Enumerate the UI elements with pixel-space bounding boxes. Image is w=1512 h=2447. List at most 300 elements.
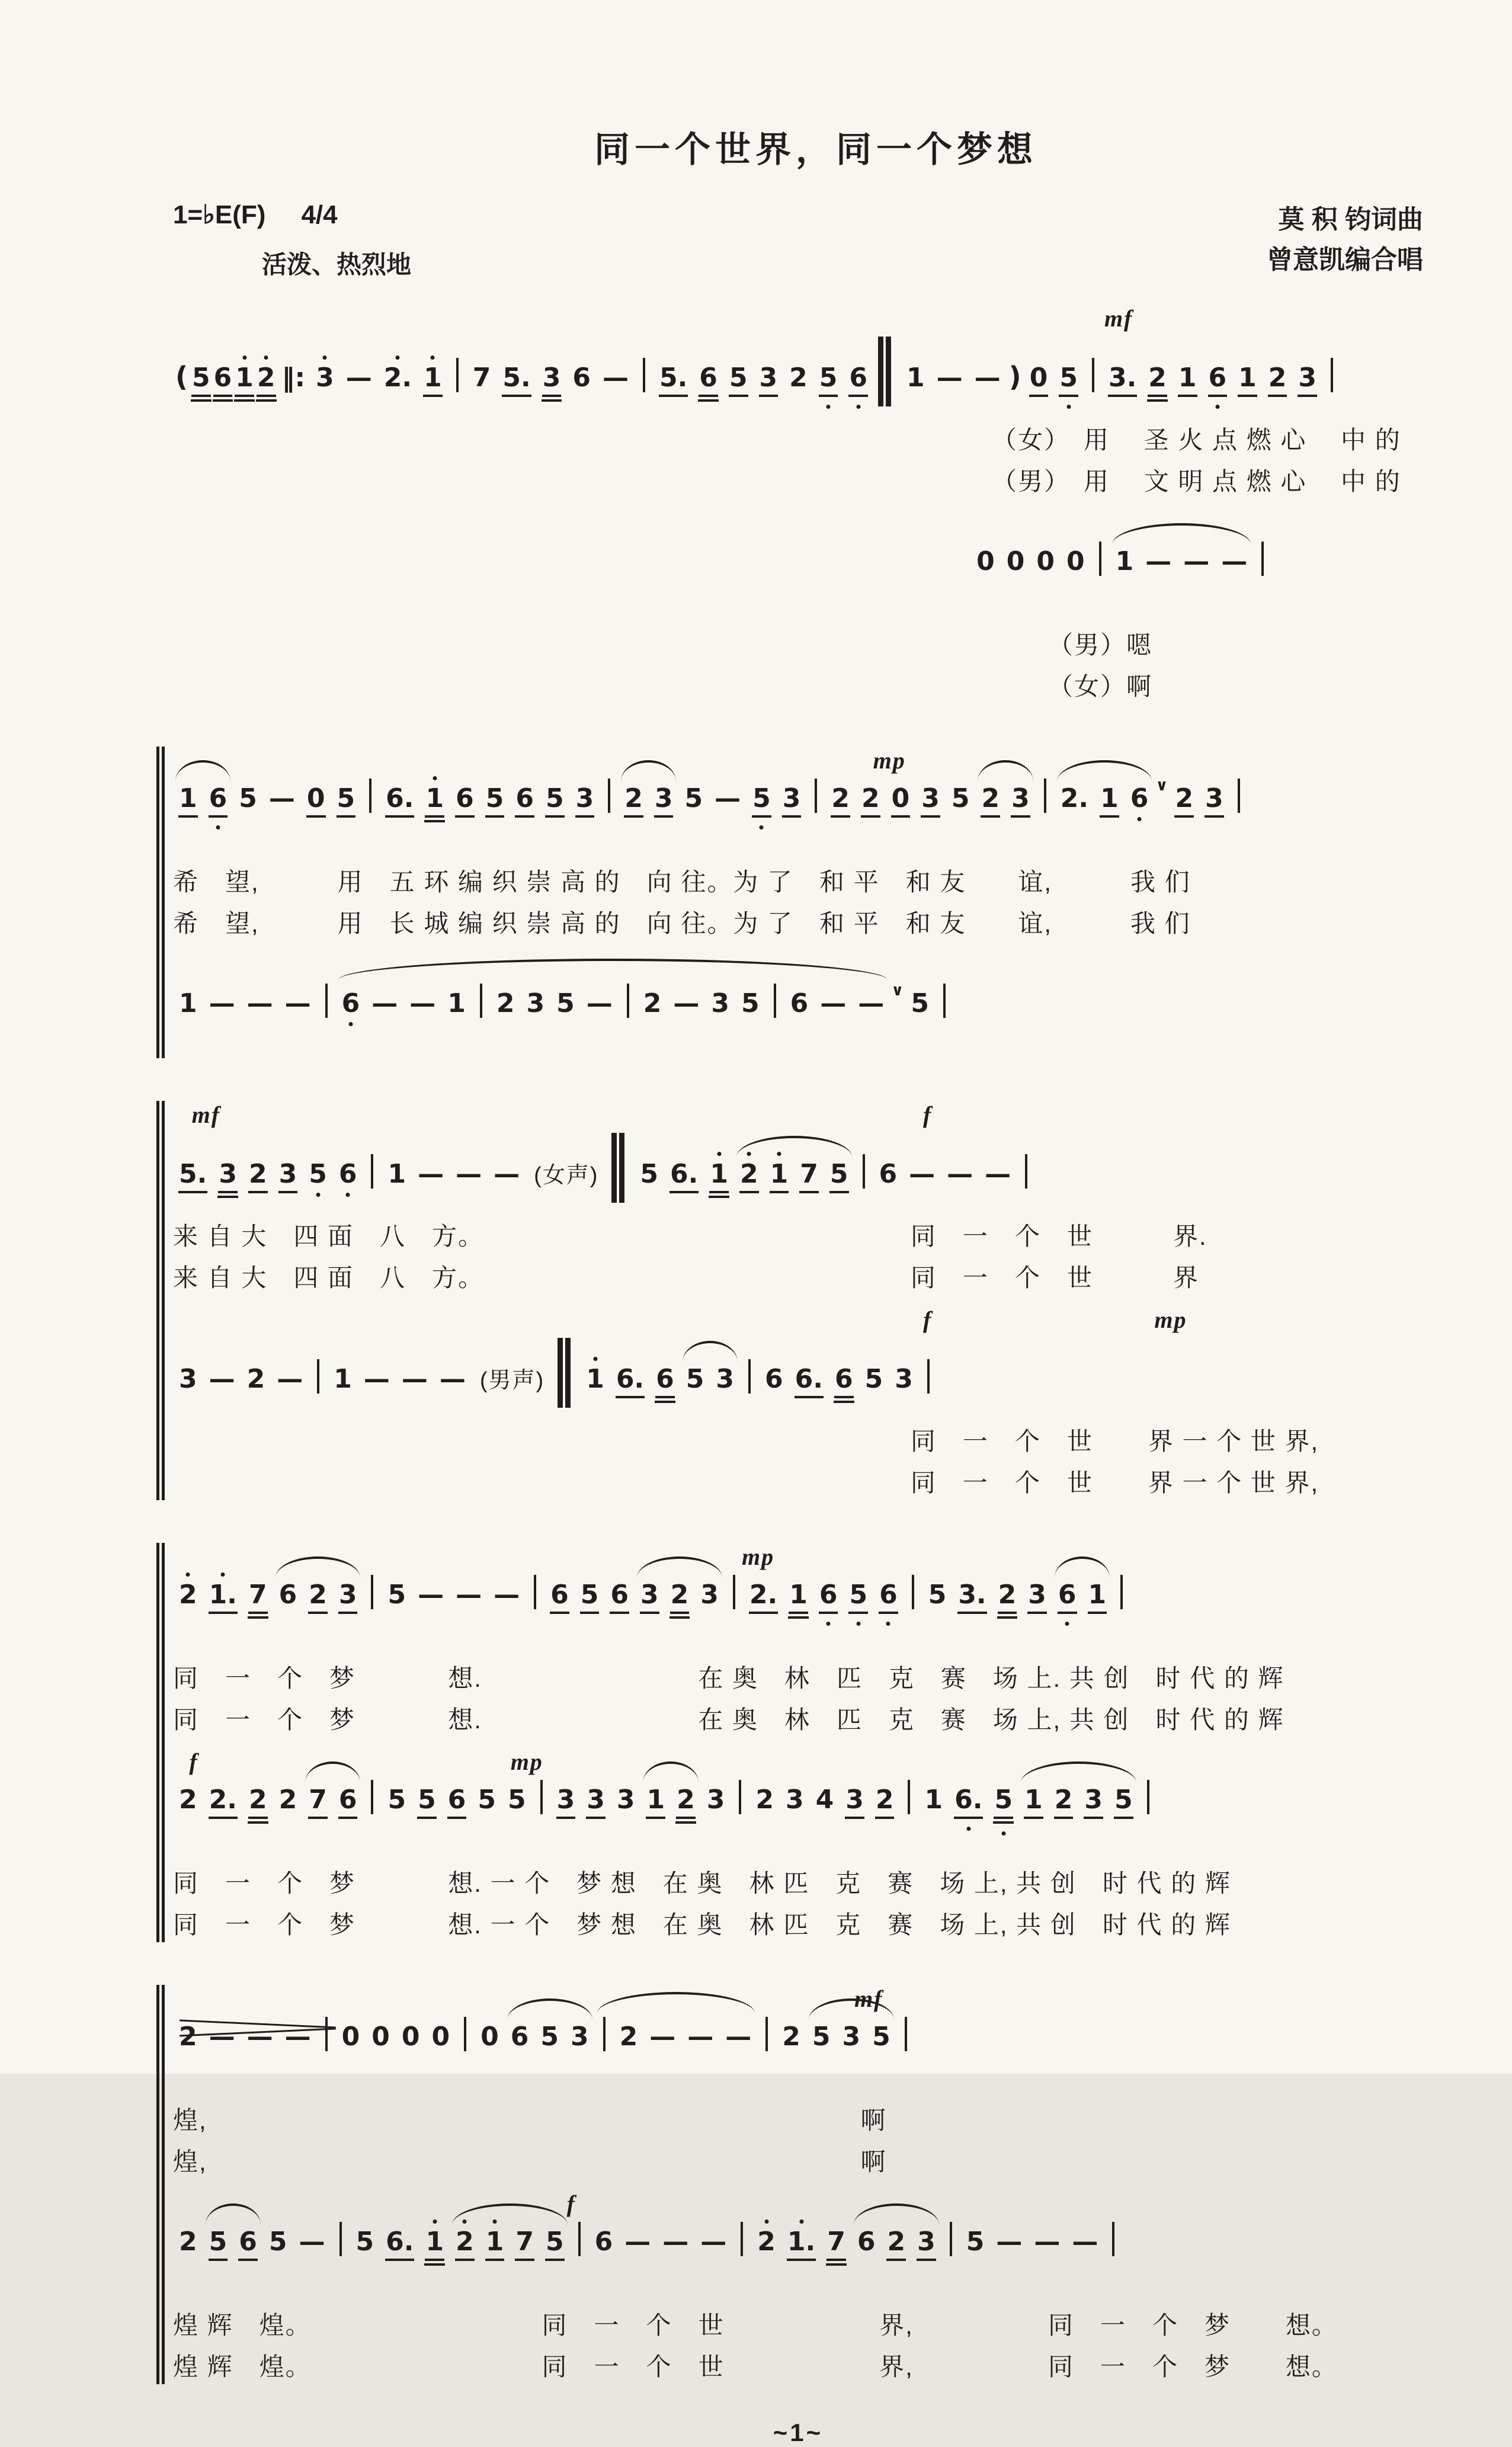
dash-extension: — (715, 783, 741, 813)
note: 3 (1298, 364, 1317, 397)
dash-extension: — (1145, 546, 1172, 576)
note: 1 (585, 1366, 605, 1393)
lyric-segment: 同 一 个 世 (910, 1469, 1093, 1497)
octave-dot-below (216, 825, 220, 829)
note-group (854, 1154, 1036, 1189)
octave-dot-above (264, 355, 268, 360)
lyric-segment: 想。 (1285, 2311, 1338, 2339)
note: 5 (268, 2227, 287, 2257)
dynamic-marking: f (566, 2190, 576, 2217)
note: 6. (669, 1161, 699, 1193)
note: 5 (540, 2022, 559, 2052)
slur (621, 760, 676, 781)
notation-line (173, 1306, 1423, 1413)
slur (1057, 760, 1152, 781)
dynamic-marking: mf (854, 1985, 883, 2012)
barline (748, 1359, 751, 1394)
note: 5 (580, 1581, 600, 1614)
lyric-line (173, 626, 1423, 662)
octave-dot-above (747, 1152, 751, 1156)
barline (371, 1780, 373, 1814)
slur (1055, 1556, 1110, 1578)
note: 2 (670, 1581, 690, 1614)
barline (943, 984, 946, 1018)
note: 6 (610, 1581, 629, 1614)
note: 5 (556, 988, 575, 1018)
note: 3 (700, 1580, 719, 1610)
lyric-line (173, 2142, 1423, 2179)
dash-extension: — (371, 988, 398, 1018)
notation-line (173, 2190, 1423, 2297)
lyric-segment: 界, (879, 2353, 914, 2381)
note: 5 (387, 1785, 406, 1815)
voice-part (173, 1748, 1423, 1942)
slur (175, 760, 230, 781)
note: 2. (209, 1786, 238, 1819)
note: 5 (729, 364, 748, 397)
score-header (173, 200, 1423, 281)
note-group (190, 364, 277, 397)
sixteenth-underline (1147, 399, 1168, 402)
note: 0 (341, 2022, 360, 2052)
note: 1 (425, 785, 444, 818)
slur (452, 2203, 568, 2225)
lyric-segment: 同 一 个 世 (542, 2353, 725, 2381)
dynamic-marking: f (923, 1101, 933, 1128)
note-group (173, 2017, 505, 2051)
lyric-segment: 同 一 个 世 (910, 1427, 1093, 1455)
note: 6 (834, 1366, 854, 1398)
lyric-line (173, 1258, 1423, 1295)
dash-extension: — (662, 2227, 689, 2257)
note-group (1110, 548, 1254, 575)
note: 1 (425, 2228, 444, 2261)
note-group (273, 1581, 363, 1614)
note-group (740, 1359, 938, 1398)
sixteenth-underline (834, 1401, 854, 1403)
note: 0 (371, 2022, 390, 2052)
note: 3 (1205, 785, 1224, 818)
note: 3 (586, 1786, 606, 1819)
note-group (901, 364, 1007, 392)
note: 0 (306, 785, 326, 818)
note-group (263, 2222, 450, 2261)
sixteenth-underline (256, 399, 277, 402)
note-group (607, 1133, 634, 1203)
note: 7 (799, 1161, 819, 1193)
barline (741, 2222, 743, 2256)
note: 6 (510, 2022, 529, 2052)
note: 5 (829, 1161, 849, 1193)
lyric-segment: 同 一 个 梦 (173, 1869, 356, 1897)
note-group (1103, 358, 1341, 397)
dash-extension: — (820, 988, 847, 1018)
octave-dot-above (764, 2219, 768, 2224)
note: 5 (752, 785, 771, 818)
note: 1. (209, 1581, 238, 1614)
lyric-segment: 希 望, 用 长 城 编 织 崇 高 的 向 往。为 了 和 平 和 友 谊, 我 们 (173, 909, 1191, 937)
voice-part (173, 2190, 1423, 2384)
lyric-segment: 煌, (173, 2106, 207, 2134)
note-group (173, 785, 233, 818)
sixteenth-underline (997, 1616, 1018, 1619)
note: 2 (875, 1786, 895, 1819)
note: 5 (812, 2022, 831, 2052)
sixteenth-underline (993, 1821, 1014, 1824)
note: 3. (957, 1581, 986, 1614)
slur (643, 1761, 698, 1783)
key-signature: 1=♭E(F) (173, 200, 266, 229)
note-group (233, 779, 380, 818)
note: 1 (924, 1785, 943, 1815)
lyric-segment: 界, (879, 2311, 914, 2339)
sixteenth-underline (542, 399, 562, 402)
dynamic-marking: mp (873, 747, 906, 774)
lyric-segment: 同 一 个 梦 (173, 1664, 356, 1692)
lyric-line (173, 1463, 1423, 1500)
octave-dot-above (493, 2219, 497, 2224)
slur (206, 2203, 261, 2225)
note: 6 (338, 1161, 358, 1188)
lyric-segment: 希 望, 用 五 环 编 织 崇 高 的 向 往。为 了 和 平 和 友 谊, 我 们 (173, 868, 1191, 896)
lyric-line (173, 1864, 1423, 1901)
note: 6 (550, 1581, 569, 1614)
note: 2 (496, 988, 515, 1018)
note-group (806, 2023, 896, 2051)
barline (369, 779, 371, 813)
section-barline (878, 337, 891, 406)
note-group (173, 1581, 273, 1614)
music-system (156, 747, 1423, 1058)
lyric-segment: 来 自 大 四 面 八 方。 (173, 1264, 485, 1292)
dash-extension: — (673, 988, 700, 1018)
barline (1099, 542, 1101, 576)
note: 5 (848, 1581, 868, 1614)
note-group (635, 1581, 725, 1614)
note: 5 (864, 1364, 883, 1394)
notation-line (173, 1985, 1423, 2092)
dash-extension: — (947, 1159, 973, 1189)
notation-line (173, 510, 1423, 616)
note-group (1139, 1780, 1158, 1814)
lyric-segment: 想. 一 个 梦 想 在 奥 林 匹 克 赛 场 上, 共 创 时 代 的 辉 (448, 1911, 1231, 1939)
note-group (1007, 358, 1103, 397)
dash-extension: — (418, 1159, 444, 1189)
voice-label: (男声) (479, 1368, 545, 1393)
note: 3 (842, 2022, 861, 2052)
page-content (173, 121, 1423, 2447)
note-group (1055, 785, 1155, 818)
note: 2 (624, 785, 643, 818)
note: 3 (759, 364, 779, 397)
dash-extension: — (363, 1364, 390, 1394)
octave-dot-above (777, 1152, 781, 1156)
lyric-line (173, 2101, 1423, 2138)
barline (815, 779, 817, 813)
note-group (173, 1154, 526, 1193)
note: 4 (815, 1785, 834, 1815)
note: 6 (447, 1786, 467, 1819)
note: 1 (906, 363, 925, 393)
note: 2 (676, 1786, 696, 1819)
lyric-segment: 想。 (1285, 2353, 1338, 2381)
note: 1 (1100, 785, 1119, 818)
note: 5 (685, 1364, 704, 1394)
dash-extension: — (1221, 546, 1248, 576)
octave-dot-above (221, 1572, 225, 1577)
barline (950, 2222, 952, 2256)
octave-dot-below (856, 405, 860, 409)
credit-arranger: 曾意凯编合唱 (1267, 245, 1423, 275)
note: 2 (831, 785, 850, 818)
note: 2 (739, 1161, 759, 1193)
voice-part (173, 747, 1423, 941)
note: 2 (998, 1581, 1017, 1614)
barline (317, 1359, 319, 1394)
note: 6. (385, 2228, 414, 2261)
barline (534, 1575, 536, 1609)
note: 3 (179, 1364, 197, 1394)
lyric-line (173, 863, 1423, 899)
note: 6 (338, 1786, 358, 1819)
note-group (890, 984, 954, 1018)
note: 2 (257, 364, 276, 397)
note: 2 (179, 2227, 197, 2257)
lyric-line (173, 2306, 1423, 2343)
sixteenth-underline (424, 820, 445, 822)
note: 5 (966, 2227, 985, 2257)
barline (643, 358, 645, 392)
note: 2 (1268, 364, 1287, 397)
dynamic-marking: f (189, 1748, 198, 1775)
octave-dot-below (760, 825, 764, 829)
barline (325, 984, 328, 1018)
dash-extension: — (246, 2022, 273, 2052)
dash-extension: — (401, 1364, 428, 1394)
section-barline (558, 1338, 571, 1408)
note: 0 (891, 785, 911, 818)
lyric-segment: 想. 一 个 梦 想 在 奥 林 匹 克 赛 场 上, 共 创 时 代 的 辉 (448, 1869, 1231, 1897)
note: 6 (515, 785, 534, 818)
dash-extension: — (1034, 2227, 1061, 2257)
breath-mark: ∨ (1155, 777, 1168, 795)
note: 6 (1130, 785, 1149, 812)
note: 6 (594, 2227, 613, 2257)
voice-part (173, 510, 1423, 704)
lyric-line (173, 462, 1423, 499)
note-group (1052, 1581, 1112, 1614)
note-group (553, 1338, 580, 1408)
dash-extension: — (409, 988, 436, 1018)
note: 3 (1011, 785, 1030, 818)
note: 1 (770, 1161, 789, 1193)
lyric-line (173, 1422, 1423, 1459)
note-group (725, 1575, 1052, 1614)
dash-extension: — (602, 363, 629, 393)
note: 5 (545, 2228, 565, 2261)
barline (464, 2017, 466, 2051)
octave-dot-above (242, 355, 246, 360)
note: 1 (709, 1161, 729, 1193)
dash-extension: — (284, 988, 311, 1018)
note: 5 (355, 2227, 374, 2257)
note: 2 (755, 1785, 774, 1815)
barline (1112, 2222, 1114, 2256)
note: 5 (911, 988, 929, 1018)
note-group (634, 1161, 734, 1193)
barline (371, 1154, 373, 1189)
section-barline (611, 1133, 624, 1203)
parenthesis: ( (175, 361, 188, 393)
octave-dot-above (323, 355, 327, 360)
notation-line (173, 1543, 1423, 1650)
lyric-line (173, 2347, 1423, 2384)
note: 2 (248, 1161, 268, 1193)
barline (927, 1359, 930, 1394)
note: 0 (1029, 364, 1049, 397)
page-number: ~1~ (773, 2419, 824, 2446)
note: 2 (248, 1786, 268, 1819)
note: 3 (782, 785, 802, 818)
lyric-segment: 煌, (173, 2148, 207, 2176)
slur (854, 2203, 939, 2225)
slur (305, 1761, 360, 1783)
note-group (310, 358, 873, 397)
note-group (1018, 1786, 1139, 1819)
slur (978, 760, 1033, 781)
note: 5 (951, 783, 970, 813)
slur (597, 1992, 755, 2013)
note-group (970, 542, 1110, 576)
music-system (156, 1101, 1423, 1500)
note: 6. (385, 785, 414, 818)
note: 6 (455, 785, 475, 818)
note: 6 (857, 2227, 876, 2257)
dynamic-marking: mp (510, 1748, 543, 1775)
barline (325, 2017, 328, 2051)
lyric-segment: （男）嗯 (1048, 631, 1153, 659)
lyric-segment: 来 自 大 四 面 八 方。 (173, 1222, 485, 1250)
octave-dot-above (717, 1152, 721, 1156)
octave-dot-below (856, 1622, 860, 1626)
dash-extension: — (996, 2227, 1023, 2257)
note: 0 (431, 2022, 450, 2052)
dash-extension: — (494, 1580, 520, 1610)
note-group (303, 1786, 363, 1819)
note: 6. (616, 1366, 645, 1398)
sixteenth-underline (213, 399, 233, 402)
note: 1 (423, 364, 443, 397)
slur (276, 1556, 361, 1578)
voice-part (173, 305, 1423, 499)
note-group (505, 2023, 595, 2051)
note: 3 (542, 364, 562, 397)
voice-part (173, 952, 1423, 1058)
lyric-segment: 界 (1173, 1264, 1200, 1292)
octave-dot-above (186, 1572, 190, 1577)
note: 3 (571, 2022, 589, 2052)
octave-dot-above (433, 776, 437, 780)
note: 5 (1114, 1786, 1133, 1819)
note: 1 (1024, 1786, 1043, 1819)
note-group (640, 1786, 700, 1819)
dash-extension: — (299, 2227, 325, 2257)
dash-extension: — (418, 1580, 444, 1610)
note: 3 (654, 785, 674, 818)
barline (863, 1154, 865, 1189)
sixteenth-underline (788, 1616, 809, 1619)
note: 6 (655, 1366, 675, 1398)
note: 3 (845, 1786, 864, 1819)
music-system (173, 305, 1423, 704)
lyric-segment: 同 一 个 世 (910, 1222, 1093, 1250)
dash-extension: — (700, 2227, 727, 2257)
note-group (173, 984, 336, 1018)
sixteenth-underline (826, 2263, 847, 2266)
note: 2 (861, 785, 880, 818)
note: 1 (447, 988, 466, 1018)
note-group (1112, 1575, 1131, 1609)
note: 3 (556, 1786, 576, 1819)
note: 5 (507, 1785, 526, 1815)
sixteenth-underline (675, 1821, 696, 1824)
octave-dot-below (827, 405, 831, 409)
slur (338, 959, 888, 980)
voice-label: (女声) (534, 1163, 599, 1188)
note-group (570, 2222, 851, 2261)
note-group (336, 984, 890, 1018)
dynamic-marking: mp (1154, 1306, 1187, 1333)
note: 6 (819, 1581, 838, 1614)
note: 3 (921, 785, 940, 818)
note: 6 (572, 363, 591, 393)
notation-line (173, 1101, 1423, 1208)
repeat-barline: ‖: (281, 363, 306, 393)
note: 6 (1208, 364, 1228, 397)
note: 0 (401, 2022, 420, 2052)
note-group (896, 2017, 915, 2051)
credits-block (1267, 200, 1423, 280)
note: 5 (741, 988, 760, 1018)
dash-extension: — (974, 363, 1001, 393)
dash-extension: — (246, 988, 273, 1018)
note: 2 (278, 1785, 297, 1815)
note: 5 (387, 1580, 406, 1610)
barline (739, 1780, 741, 1814)
note: 2 (178, 1581, 198, 1609)
note: 6 (278, 1580, 297, 1610)
note: 1 (178, 785, 198, 818)
lyric-line (173, 421, 1423, 457)
dash-extension: — (1072, 2227, 1098, 2257)
voice-part (173, 1101, 1423, 1295)
octave-dot-below (886, 1622, 890, 1626)
note: 6 (213, 364, 233, 397)
lyric-segment: （女） 用 圣 火 点 燃 心 中 的 (992, 426, 1401, 454)
note: 3 (575, 785, 595, 818)
note: 1 (1088, 1581, 1107, 1614)
barline (456, 358, 459, 392)
lyric-segment: 界. (1173, 1222, 1207, 1250)
lyric-line (173, 1659, 1423, 1696)
lyric-segment: 同 一 个 梦 (1048, 2353, 1231, 2381)
lyric-segment: 煌 辉 煌。 (173, 2311, 312, 2339)
note: 3 (338, 1581, 358, 1614)
note: 1 (1178, 364, 1197, 397)
note-group (526, 1157, 607, 1189)
key-line (173, 200, 411, 230)
note: 1 (485, 2228, 505, 2261)
